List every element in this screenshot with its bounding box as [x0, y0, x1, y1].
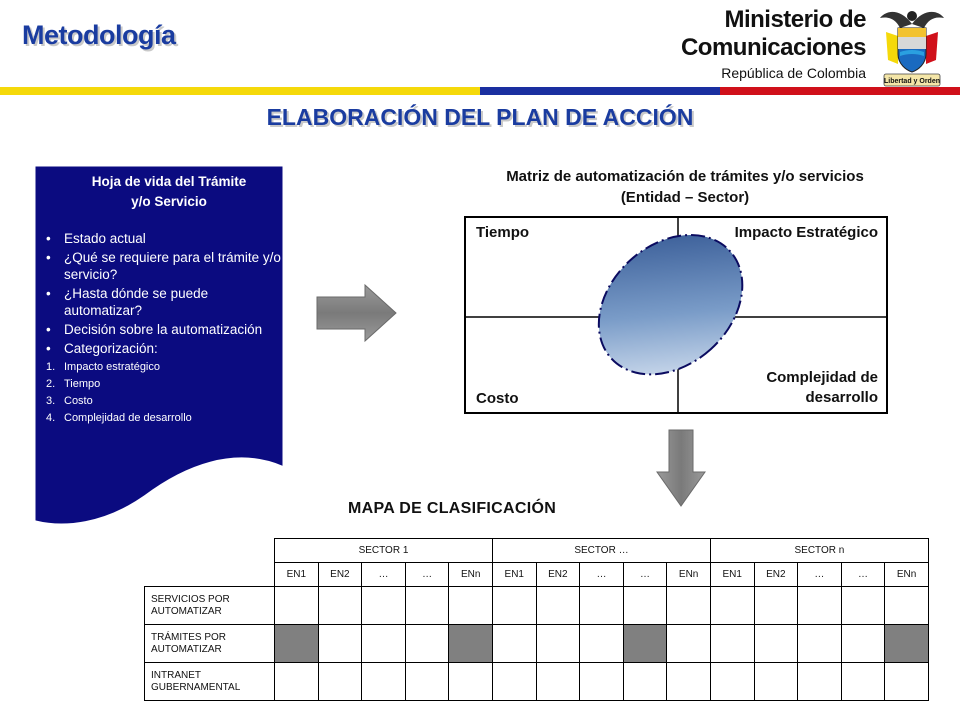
- matrix-heading-line1: Matriz de automatización de trámites y/o servicios: [506, 168, 864, 185]
- empty-cell: [754, 663, 798, 701]
- empty-cell: [449, 663, 493, 701]
- section-title: Metodología: [22, 20, 176, 50]
- classification-table: [144, 538, 929, 701]
- empty-cell: [362, 587, 406, 625]
- corner-cell: [145, 563, 275, 587]
- empty-cell: [318, 663, 362, 701]
- empty-cell: [492, 625, 536, 663]
- corner-cell: [145, 539, 275, 563]
- empty-cell: [536, 625, 580, 663]
- shaded-cell: [449, 625, 493, 663]
- empty-cell: [754, 625, 798, 663]
- matrix-label-complejidad: Complejidad de desarrollo: [766, 369, 878, 406]
- row-label: INTRANET GUBERNAMENTAL: [145, 663, 275, 701]
- entity-header: …: [580, 563, 624, 587]
- shaded-cell: [275, 625, 319, 663]
- sector-header: SECTOR …: [492, 539, 710, 563]
- empty-cell: [798, 587, 842, 625]
- empty-cell: [275, 663, 319, 701]
- entity-header: EN1: [275, 563, 319, 587]
- category-item: 3. Costo: [46, 395, 93, 407]
- matrix-heading-line2: (Entidad – Sector): [620, 189, 750, 206]
- empty-cell: [841, 663, 885, 701]
- table-row: [145, 625, 929, 663]
- entity-header-row: [145, 563, 929, 587]
- empty-cell: [536, 663, 580, 701]
- matrix-ellipse: [571, 218, 770, 403]
- empty-cell: [275, 587, 319, 625]
- flag-stripe: [0, 87, 960, 95]
- row-label: TRÁMITES POR AUTOMATIZAR: [145, 625, 275, 663]
- org-name-line1: Ministerio de: [724, 6, 866, 33]
- entity-header: …: [623, 563, 667, 587]
- entity-header: ENn: [885, 563, 929, 587]
- empty-cell: [710, 625, 754, 663]
- shaded-cell: [623, 625, 667, 663]
- empty-cell: [798, 663, 842, 701]
- category-item: 1. Impacto estratégico: [46, 361, 160, 373]
- empty-cell: [841, 587, 885, 625]
- table-row: [145, 663, 929, 701]
- empty-cell: [580, 663, 624, 701]
- empty-cell: [536, 587, 580, 625]
- table-row: [145, 587, 929, 625]
- empty-cell: [405, 625, 449, 663]
- document-title-line2: y/o Servicio: [131, 194, 207, 209]
- flag-stripe-red: [720, 87, 960, 95]
- bullet-item: • ¿Hasta dónde se puede automatizar?: [36, 285, 282, 319]
- arrow-right-icon: [315, 283, 398, 343]
- page-title: ELABORACIÓN DEL PLAN DE ACCIÓN: [266, 104, 694, 130]
- org-country: República de Colombia: [721, 65, 866, 81]
- entity-header: EN2: [536, 563, 580, 587]
- flag-stripe-blue: [480, 87, 720, 95]
- matrix-label-tiempo: Tiempo: [476, 224, 530, 241]
- entity-header: EN2: [318, 563, 362, 587]
- bullet-item: • ¿Qué se requiere para el trámite y/o servicio?: [36, 249, 282, 283]
- matrix-label-impacto: Impacto Estratégico: [734, 224, 878, 241]
- empty-cell: [623, 663, 667, 701]
- empty-cell: [885, 587, 929, 625]
- empty-cell: [841, 625, 885, 663]
- empty-cell: [798, 625, 842, 663]
- empty-cell: [362, 663, 406, 701]
- empty-cell: [405, 663, 449, 701]
- matrix-label-costo: Costo: [476, 390, 519, 407]
- coat-of-arms-logo: [876, 2, 948, 88]
- automation-matrix: [464, 216, 888, 414]
- row-label: SERVICIOS POR AUTOMATIZAR: [145, 587, 275, 625]
- classification-title: MAPA DE CLASIFICACIÓN: [348, 500, 557, 517]
- empty-cell: [318, 625, 362, 663]
- document-title-line1: Hoja de vida del Trámite: [91, 174, 247, 189]
- empty-cell: [492, 663, 536, 701]
- entity-header: …: [362, 563, 406, 587]
- bullet-item: • Decisión sobre la automatización: [36, 321, 282, 338]
- entity-header: ENn: [449, 563, 493, 587]
- entity-header: EN1: [492, 563, 536, 587]
- empty-cell: [667, 663, 711, 701]
- shaded-cell: [885, 625, 929, 663]
- org-name-line2: Comunicaciones: [680, 34, 866, 61]
- empty-cell: [623, 587, 667, 625]
- bullet-item: • Categorización:: [36, 340, 282, 357]
- empty-cell: [362, 625, 406, 663]
- empty-cell: [580, 625, 624, 663]
- flag-stripe-yellow: [0, 87, 480, 95]
- seal-motto: Libertad y Orden: [883, 78, 941, 85]
- empty-cell: [885, 663, 929, 701]
- document-category-list: [36, 359, 282, 427]
- document-content: [36, 172, 282, 427]
- sector-header-row: [145, 539, 929, 563]
- empty-cell: [405, 587, 449, 625]
- category-item: 2. Tiempo: [46, 378, 101, 390]
- empty-cell: [449, 587, 493, 625]
- empty-cell: [710, 663, 754, 701]
- entity-header: …: [798, 563, 842, 587]
- document-title: [56, 172, 282, 212]
- empty-cell: [710, 587, 754, 625]
- entity-header: EN1: [710, 563, 754, 587]
- empty-cell: [667, 625, 711, 663]
- entity-header: …: [841, 563, 885, 587]
- entity-header: EN2: [754, 563, 798, 587]
- entity-header: …: [405, 563, 449, 587]
- empty-cell: [667, 587, 711, 625]
- empty-cell: [580, 587, 624, 625]
- empty-cell: [318, 587, 362, 625]
- sector-header: SECTOR 1: [275, 539, 493, 563]
- document-bullet-list: [36, 230, 282, 357]
- sector-header: SECTOR n: [710, 539, 928, 563]
- entity-header: ENn: [667, 563, 711, 587]
- category-item: 4. Complejidad de desarrollo: [46, 412, 192, 424]
- empty-cell: [754, 587, 798, 625]
- bullet-item: • Estado actual: [36, 230, 282, 247]
- empty-cell: [492, 587, 536, 625]
- arrow-down-icon: [655, 428, 707, 508]
- matrix-heading: [440, 166, 930, 208]
